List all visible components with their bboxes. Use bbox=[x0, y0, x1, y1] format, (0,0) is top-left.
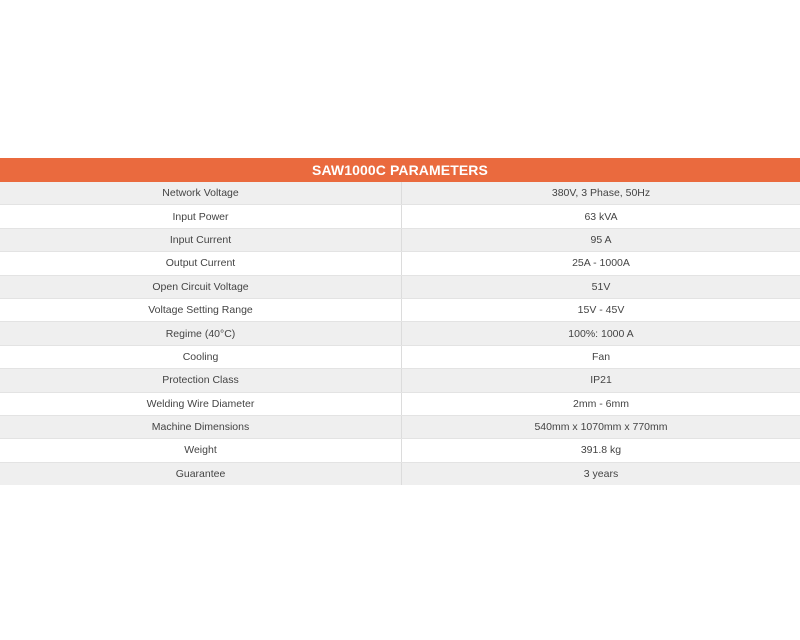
table-row bbox=[0, 182, 800, 205]
row-value: 3 years bbox=[402, 462, 800, 485]
table-row bbox=[0, 252, 800, 275]
table-row bbox=[0, 415, 800, 438]
table-row bbox=[0, 462, 800, 485]
row-label: Guarantee bbox=[0, 462, 402, 485]
row-label: Output Current bbox=[0, 252, 402, 275]
row-label: Protection Class bbox=[0, 369, 402, 392]
row-label: Voltage Setting Range bbox=[0, 298, 402, 321]
table-row bbox=[0, 275, 800, 298]
row-value: Fan bbox=[402, 345, 800, 368]
table-row bbox=[0, 298, 800, 321]
table-row bbox=[0, 228, 800, 251]
table-row bbox=[0, 439, 800, 462]
row-value: 2mm - 6mm bbox=[402, 392, 800, 415]
table-row bbox=[0, 369, 800, 392]
table-title: SAW1000C PARAMETERS bbox=[0, 158, 800, 182]
row-label: Welding Wire Diameter bbox=[0, 392, 402, 415]
table-row bbox=[0, 205, 800, 228]
row-label: Input Current bbox=[0, 228, 402, 251]
row-label: Regime (40°C) bbox=[0, 322, 402, 345]
parameters-table bbox=[0, 158, 800, 485]
table-row bbox=[0, 345, 800, 368]
parameters-grid bbox=[0, 182, 800, 485]
row-value: 51V bbox=[402, 275, 800, 298]
row-value: 25A - 1000A bbox=[402, 252, 800, 275]
row-value: 95 A bbox=[402, 228, 800, 251]
table-row bbox=[0, 322, 800, 345]
row-value: 15V - 45V bbox=[402, 298, 800, 321]
row-label: Cooling bbox=[0, 345, 402, 368]
row-label: Machine Dimensions bbox=[0, 415, 402, 438]
row-value: 100%: 1000 A bbox=[402, 322, 800, 345]
row-label: Input Power bbox=[0, 205, 402, 228]
row-value: IP21 bbox=[402, 369, 800, 392]
row-label: Weight bbox=[0, 439, 402, 462]
row-value: 63 kVA bbox=[402, 205, 800, 228]
row-value: 391.8 kg bbox=[402, 439, 800, 462]
table-row bbox=[0, 392, 800, 415]
row-label: Open Circuit Voltage bbox=[0, 275, 402, 298]
row-label: Network Voltage bbox=[0, 182, 402, 205]
row-value: 540mm x 1070mm x 770mm bbox=[402, 415, 800, 438]
row-value: 380V, 3 Phase, 50Hz bbox=[402, 182, 800, 205]
